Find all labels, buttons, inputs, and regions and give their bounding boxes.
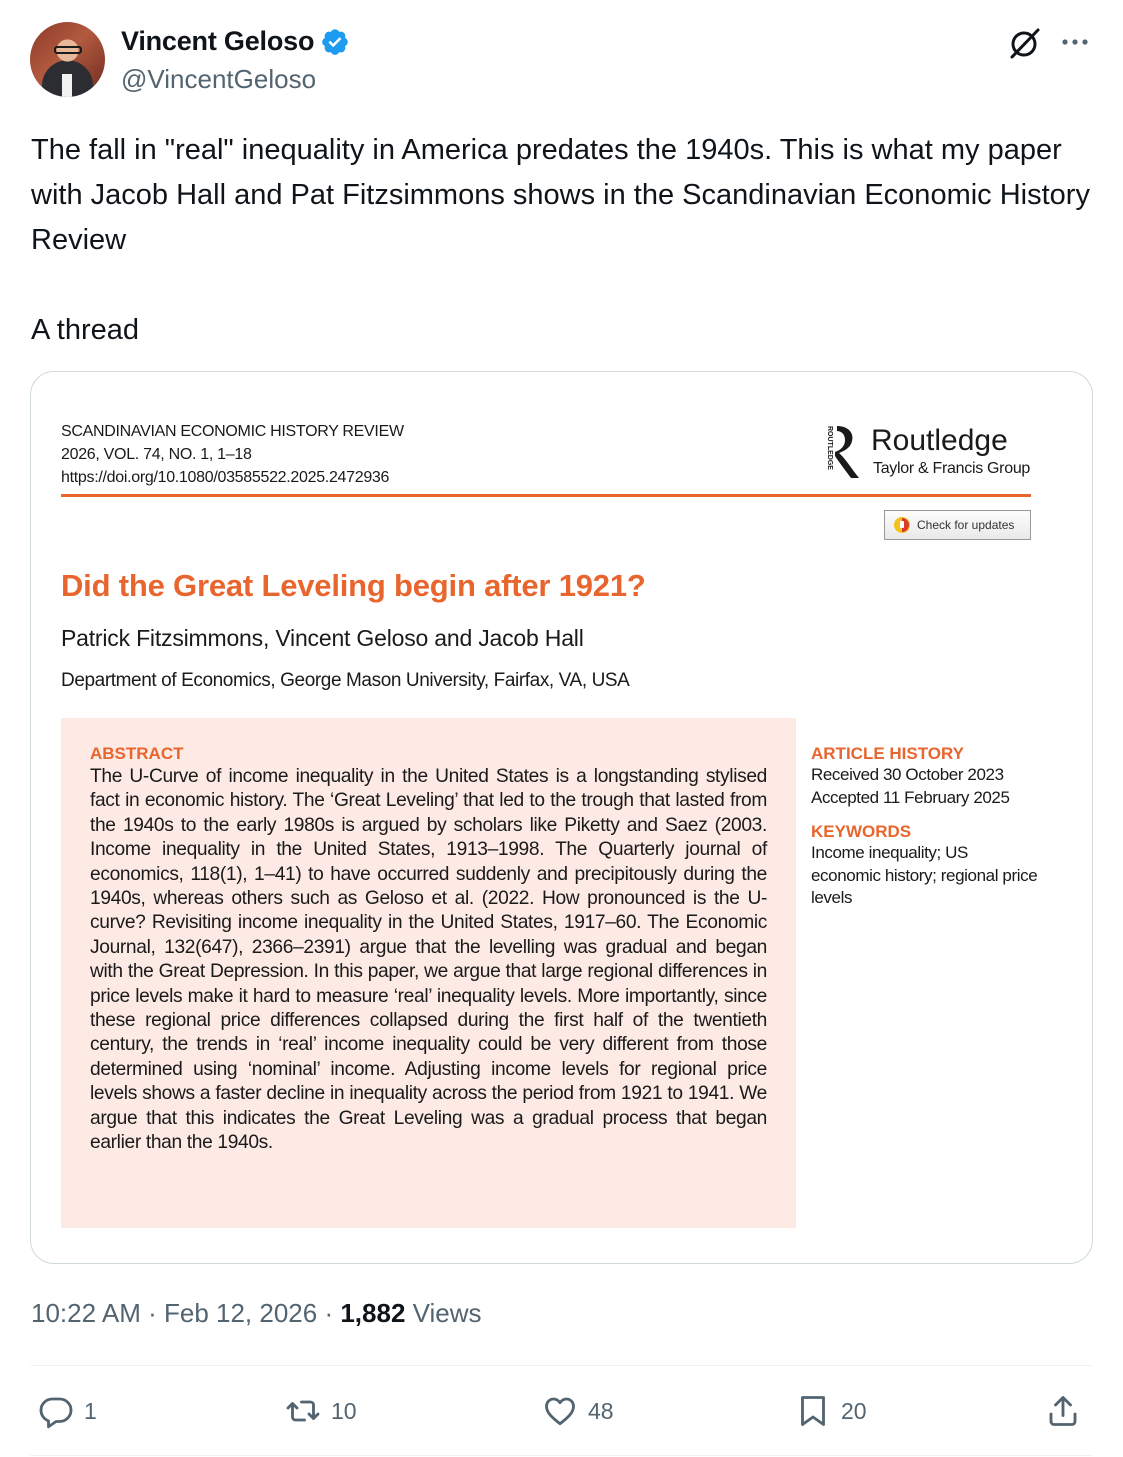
- action-bar: [30, 1385, 1093, 1443]
- views-count: 1,882: [340, 1298, 406, 1328]
- more-icon[interactable]: [1059, 28, 1091, 56]
- paper-authors: Patrick Fitzsimmons, Vincent Geloso and Jacob Hall: [61, 625, 584, 651]
- meta-separator: ·: [324, 1298, 341, 1328]
- tweet-time[interactable]: 10:22 AM: [31, 1298, 141, 1328]
- divider: [30, 1365, 1093, 1366]
- like-count: 48: [588, 1397, 614, 1424]
- journal-header: [61, 420, 404, 489]
- article-history-label: ARTICLE HISTORY: [811, 744, 965, 763]
- meta-separator: ·: [148, 1298, 164, 1328]
- grok-icon[interactable]: [1008, 26, 1042, 60]
- verified-badge-icon: [320, 27, 350, 57]
- accepted-date: Accepted 11 February 2025: [811, 787, 1010, 807]
- author-handle[interactable]: @VincentGeloso: [121, 64, 317, 94]
- journal-name: SCANDINAVIAN ECONOMIC HISTORY REVIEW: [61, 423, 404, 440]
- tweet-text: The fall in "real" inequality in America predates the 1940s. This is what my paper with Jacob Hall and Pat Fitzsimmons shows in the Scandinavian Economic History Review A thread: [31, 134, 1090, 346]
- bookmark-button[interactable]: [795, 1393, 867, 1429]
- tweet-date[interactable]: Feb 12, 2026: [163, 1298, 318, 1328]
- reply-button[interactable]: [38, 1393, 97, 1429]
- repost-icon: [285, 1393, 321, 1429]
- repost-button[interactable]: [285, 1393, 357, 1429]
- avatar[interactable]: [30, 22, 105, 97]
- abstract-box: [61, 718, 796, 1228]
- svg-text:ROUTLEDGE: ROUTLEDGE: [826, 426, 833, 470]
- reply-count: 1: [84, 1397, 97, 1424]
- article-sidebar: [811, 744, 1041, 910]
- author-name-row[interactable]: [121, 26, 350, 57]
- abstract-text: The U-Curve of income inequality in the United States is a longstanding stylised fact in economic history. The ‘Great Leveling’ that led to the trough that lasted from the 1940s to the early 1980s is argued by scholars like Piketty and Saez (2003. Income inequality in the United States, 1913–1998. The Quarterly journal of economics, 118(1), 1–41) to have occurred suddenly and precipitously during the 1940s, whereas others such as Geloso et al. (2022. How pronounced is the U-curve? Revisiting income inequality in the United States, 1917–60. The Economic Journal, 132(647), 2366–2391) argue that the levelling was gradual and began with the Great Depression. In this paper, we argue that large regional differences in price levels make it hard to measure ‘real’ inequality levels. More importantly, since these regional price differences collapsed during the first half of the twentieth century, the trends in ‘real’ income inequality could be very different from those determined using ‘nominal’ income. Adjusting income levels for regional price levels shows a faster decline in inequality across the period from 1921 to 1941. We argue that this indicates the Great Leveling was a gradual process that began earlier than the 1940s.: [90, 766, 767, 1154]
- header-rule: [61, 494, 1031, 497]
- publisher-subtitle: Taylor & Francis Group: [873, 460, 1031, 477]
- routledge-logo-icon: [821, 422, 861, 482]
- journal-doi: https://doi.org/10.1080/03585522.2025.2472936: [61, 469, 390, 486]
- publisher-name: Routledge: [871, 424, 1008, 457]
- check-updates-badge: [884, 510, 1031, 540]
- author-name[interactable]: Vincent Geloso: [121, 26, 315, 56]
- journal-issue: 2026, VOL. 74, NO. 1, 1–18: [61, 446, 252, 463]
- like-button[interactable]: [542, 1393, 614, 1429]
- views-label: Views: [412, 1298, 482, 1328]
- like-icon: [542, 1393, 578, 1429]
- share-button[interactable]: [1045, 1393, 1081, 1429]
- bookmark-icon: [795, 1393, 831, 1429]
- paper-affiliation: Department of Economics, George Mason University, Fairfax, VA, USA: [61, 670, 630, 691]
- bookmark-count: 20: [841, 1397, 867, 1424]
- share-icon: [1045, 1393, 1081, 1429]
- media-card[interactable]: [30, 371, 1093, 1264]
- abstract-label: ABSTRACT: [90, 744, 184, 763]
- check-updates-label: Check for updates: [917, 518, 1015, 532]
- received-date: Received 30 October 2023: [811, 765, 1004, 784]
- paper-title: Did the Great Leveling begin after 1921?: [61, 568, 646, 603]
- tweet-meta: [31, 1298, 482, 1329]
- keywords-text: Income inequality; US economic history; regional price levels: [811, 843, 1038, 907]
- check-updates-icon: [893, 516, 911, 534]
- keywords-label: KEYWORDS: [811, 822, 912, 841]
- divider: [30, 1455, 1093, 1456]
- reply-icon: [38, 1393, 74, 1429]
- repost-count: 10: [331, 1397, 357, 1424]
